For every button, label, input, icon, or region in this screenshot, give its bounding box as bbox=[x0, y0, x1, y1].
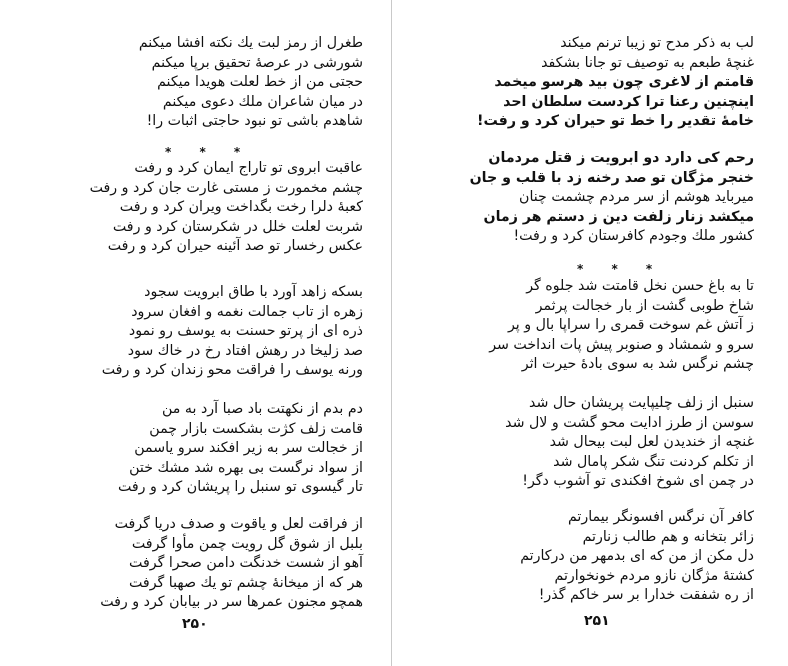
verse-line: از تكلم كردنت تنگ شكر پامال شد bbox=[553, 453, 754, 470]
verse-line: دل مكن از من كه ای بدمهر من دركارتم bbox=[520, 548, 754, 565]
stanza-5 bbox=[520, 508, 754, 606]
verse-line: بسكه زاهد آورد با طاق ابرویت سجود bbox=[144, 284, 363, 300]
verse-line: شاخ طوبی گشت از بار خجالت پرثمر bbox=[535, 297, 754, 314]
stanza-2 bbox=[470, 149, 754, 247]
verse-line: رحم كی دارد دو ابرویت ز قتل مردمان bbox=[488, 150, 754, 166]
verse-line: همچو مجنون عمرها سر در بیابان كرد و رفت bbox=[100, 594, 363, 611]
stanza-separator: * * * bbox=[165, 145, 253, 159]
verse-line: سوسن از طرز ادایت محو گشت و لال شد bbox=[505, 414, 754, 431]
stanza-4 bbox=[505, 394, 754, 492]
verse-line: آهو از شست خدنگت دامن صحرا گرفت bbox=[129, 555, 363, 572]
page-250 bbox=[0, 0, 392, 666]
verse-line: قامتم از لاغری چون بید هرسو میخمد bbox=[494, 74, 754, 91]
verse-line: عاقبت ابروی تو تاراج ایمان كرد و رفت bbox=[134, 160, 363, 176]
verse-line: لب به ذكر مدح تو زیبا ترنم میكند bbox=[560, 35, 754, 51]
page-gutter bbox=[391, 0, 392, 666]
verse-line: ذره ای از پرتو حسنت به یوسف رو نمود bbox=[128, 323, 363, 340]
stanza-1 bbox=[477, 34, 754, 132]
stanza-3 bbox=[489, 277, 754, 375]
verse-line: غنچه از خندیدن لعل لبت بیحال شد bbox=[549, 434, 754, 451]
stanza-5 bbox=[100, 515, 363, 613]
verse-line: دم بدم از نكهتت باد صبا آرد به من bbox=[162, 401, 363, 417]
verse-line: در میان شاعران ملك دعوی میكنم bbox=[162, 93, 363, 110]
verse-line: از فراقت لعل و یاقوت و صدف دریا گرفت bbox=[114, 516, 363, 532]
page-number: ۲۵۰ bbox=[182, 616, 208, 632]
verse-line: شاهدم باشی تو نبود حاجتی اثبات را! bbox=[146, 113, 363, 130]
verse-line: صد زلیخا در رهش افتاد رخ در خاك سود bbox=[127, 342, 363, 359]
verse-line: زائر بتخانه و هم طالب زنارتم bbox=[582, 528, 754, 545]
stanza-1 bbox=[139, 34, 363, 132]
verse-line: عكس رخسار تو صد آئینه حیران كرد و رفت bbox=[107, 238, 363, 255]
stanza-2 bbox=[90, 159, 363, 257]
verse-line: سرو و شمشاد و صنوبر پیش پات انداخت سر bbox=[489, 336, 754, 353]
verse-line: كافر آن نرگس افسونگر بیمارتم bbox=[567, 509, 754, 525]
stanza-separator: * * * bbox=[577, 262, 665, 276]
verse-line: چشم نرگس شد به سوی بادهٔ حیرت اثر bbox=[521, 356, 754, 373]
verse-line: قامت زلف كژت بشكست بازار چمن bbox=[149, 420, 363, 437]
verse-line: خنجر مژگان تو صد رخنه زد با قلب و جان bbox=[469, 169, 754, 186]
verse-line: ز آتش غم سوخت قمری را سراپا بال و پر bbox=[507, 317, 754, 334]
verse-line: خامهٔ تقدیر را خط تو حیران كرد و رفت! bbox=[477, 113, 754, 130]
verse-line: زهره از تاب جمالت نغمه و افغان سرود bbox=[131, 303, 363, 320]
verse-line: هر كه از میخانهٔ چشم تو یك صهبا گرفت bbox=[129, 574, 363, 591]
verse-line: كشتهٔ مژگان نازو مردم خونخوارتم bbox=[554, 567, 754, 584]
verse-line: تا به باغ حسن نخل قامتت شد جلوه گر bbox=[526, 278, 754, 294]
page-number: ۲۵۱ bbox=[584, 613, 610, 629]
verse-line: از ره شفقت خدارا بر سر خاكم گذر! bbox=[538, 587, 754, 604]
verse-line: كشور ملك وجودم كافرستان كرد و رفت! bbox=[513, 228, 754, 245]
verse-line: سنبل از زلف چلیپایت پریشان حال شد bbox=[529, 395, 754, 411]
page-251 bbox=[394, 0, 788, 666]
verse-line: ورنه یوسف را فراقت محو زندان كرد و رفت bbox=[101, 362, 363, 379]
verse-line: میرباید هوشم از سر مردم چشمت چنان bbox=[519, 189, 754, 206]
verse-line: طغرل از رمز لبت یك نكته افشا میكنم bbox=[138, 35, 363, 51]
stanza-4 bbox=[118, 400, 363, 498]
verse-line: غنچهٔ طبعم به توصیف تو جانا بشكفد bbox=[541, 54, 754, 71]
verse-line: بلبل از شوق گل رویت چمن مأوا گرفت bbox=[131, 535, 363, 552]
verse-line: شورشی در عرصهٔ تحقیق برپا میكنم bbox=[151, 54, 363, 71]
stanza-3 bbox=[102, 283, 363, 381]
verse-line: از خجالت سر به زیر افكند سرو یاسمن bbox=[134, 440, 363, 457]
verse-line: كعبهٔ دلرا رخت بگداخت ویران كرد و رفت bbox=[119, 199, 363, 216]
verse-line: در چمن ای شوخ افكندی تو آشوب دگر! bbox=[522, 473, 754, 490]
verse-line: حجتی من از خط لعلت هویدا میكنم bbox=[157, 74, 363, 91]
verse-line: از سواد نرگست بی بهره شد مشك ختن bbox=[129, 459, 363, 476]
verse-line: اینچنین رعنا ترا كردست سلطان احد bbox=[503, 93, 754, 110]
verse-line: میكشد زنار زلفت دین ز دستم هر زمان bbox=[483, 208, 754, 225]
verse-line: شربت لعلت خلل در شكرستان كرد و رفت bbox=[112, 218, 363, 235]
verse-line: تار گیسوی تو سنبل را پریشان كرد و رفت bbox=[117, 479, 363, 496]
verse-line: چشم مخمورت ز مستی غارت جان كرد و رفت bbox=[89, 179, 363, 196]
